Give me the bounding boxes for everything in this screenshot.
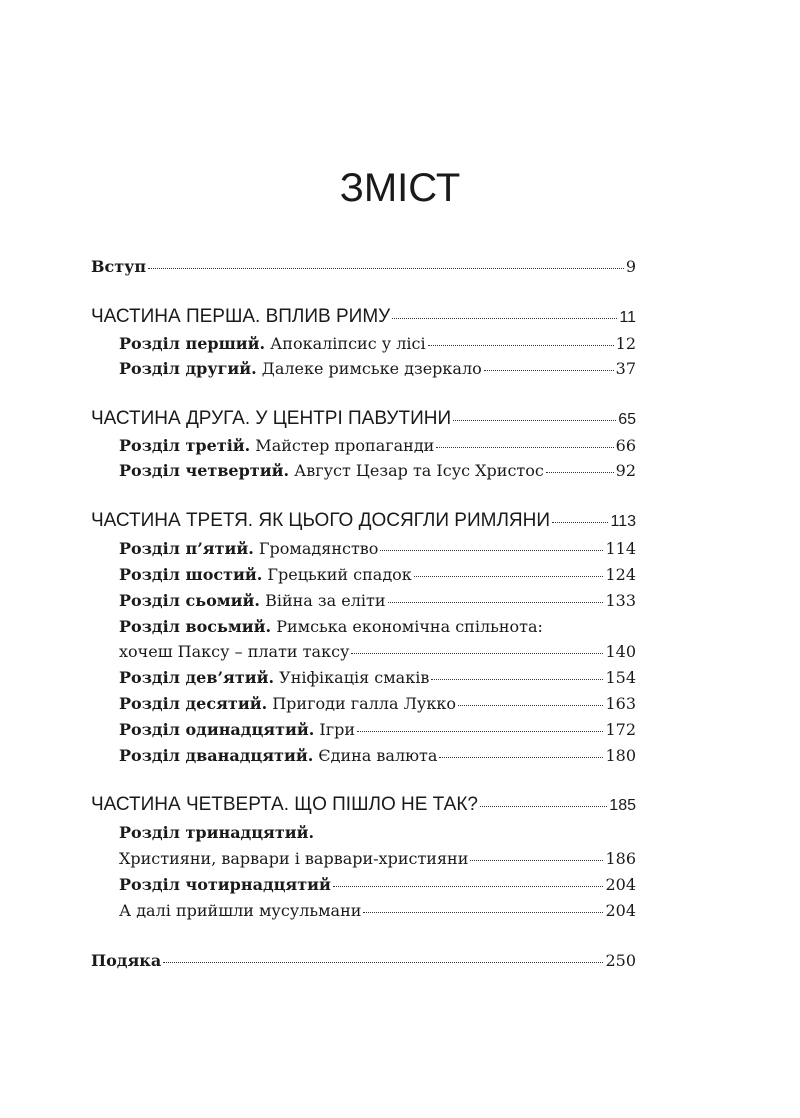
page-number: 185 xyxy=(609,797,636,814)
chapter-title: Апокаліпсис у лісі xyxy=(265,334,426,353)
chapter-title: Християни, варвари і варвари-християни xyxy=(119,849,469,868)
entry-label: ЧАСТИНА ТРЕТЯ. ЯК ЦЬОГО ДОСЯГЛИ РИМЛЯНИ xyxy=(91,510,551,531)
leader-dots xyxy=(458,705,603,706)
chapter-number: Розділ дев’ятий. xyxy=(119,668,275,687)
chapter-title: Грецький спадок xyxy=(262,565,412,584)
chapter-title: Майстер пропаганди xyxy=(250,436,435,455)
toc-entry-part3[interactable] xyxy=(91,508,636,534)
page-number: 250 xyxy=(605,951,636,970)
leader-dots xyxy=(333,886,604,887)
chapter-number: Розділ тринадцятий. xyxy=(119,823,315,842)
leader-dots xyxy=(480,806,607,807)
page-number: 140 xyxy=(605,642,636,661)
chapter-number: Розділ другий. xyxy=(119,359,257,378)
toc-entry-chapter-14[interactable] xyxy=(119,872,636,898)
entry-label: Вступ xyxy=(91,257,147,276)
leader-dots xyxy=(388,602,604,603)
chapter-number: Розділ третій. xyxy=(119,436,251,455)
toc-entry-thanks[interactable] xyxy=(91,948,636,974)
entry-label: ЧАСТИНА ЧЕТВЕРТА. ЩО ПІШЛО НЕ ТАК? xyxy=(91,794,478,815)
chapter-title: А далі прийшли мусульмани xyxy=(119,901,362,920)
page-number: 12 xyxy=(615,334,636,353)
leader-dots xyxy=(148,268,624,269)
page-number: 186 xyxy=(605,849,636,868)
entry-label: ЧАСТИНА ДРУГА. У ЦЕНТРІ ПАВУТИНИ xyxy=(91,408,452,429)
toc-entry-intro[interactable] xyxy=(91,254,636,280)
chapter-number: Розділ шостий. xyxy=(119,565,263,584)
chapter-title: Август Цезар та Ісус Христос xyxy=(289,461,544,480)
chapter-number: Розділ перший. xyxy=(119,334,266,353)
toc-entry-chapter-9[interactable] xyxy=(119,665,636,691)
page-number: 204 xyxy=(605,901,636,920)
page-number: 163 xyxy=(605,694,636,713)
chapter-number: Розділ одинадцятий. xyxy=(119,720,315,739)
toc-entry-part4[interactable] xyxy=(91,792,636,818)
page-number: 66 xyxy=(615,436,636,455)
chapter-title: Єдина валюта xyxy=(313,746,438,765)
toc-entry-chapter-5[interactable] xyxy=(119,536,636,562)
toc-entry-chapter-11[interactable] xyxy=(119,717,636,743)
toc-entry-part2[interactable] xyxy=(91,406,636,432)
toc-entry-chapter-13[interactable] xyxy=(119,820,636,846)
toc-entry-chapter-8-cont[interactable] xyxy=(119,639,636,665)
page-number: 172 xyxy=(605,720,636,739)
chapter-title: Далеке римське дзеркало xyxy=(256,359,482,378)
chapter-title: Громадянство xyxy=(253,539,379,558)
leader-dots xyxy=(163,962,603,963)
page-number: 114 xyxy=(605,539,636,558)
toc-entry-chapter-6[interactable] xyxy=(119,562,636,588)
entry-label: Подяка xyxy=(91,951,162,970)
page-title: ЗМІСТ xyxy=(339,166,461,210)
chapter-number: Розділ дванадцятий. xyxy=(119,746,314,765)
page-number: 113 xyxy=(610,513,636,530)
leader-dots xyxy=(546,472,614,473)
chapter-number: Розділ десятий. xyxy=(119,694,268,713)
leader-dots xyxy=(428,345,614,346)
page-number: 11 xyxy=(619,309,636,326)
toc-entry-chapter-10[interactable] xyxy=(119,691,636,717)
page-number: 124 xyxy=(605,565,636,584)
page-number: 92 xyxy=(615,461,636,480)
leader-dots xyxy=(484,370,614,371)
chapter-number: Розділ сьомий. xyxy=(119,591,260,610)
leader-dots xyxy=(552,522,608,523)
toc-entry-chapter-12[interactable] xyxy=(119,743,636,769)
leader-dots xyxy=(431,679,603,680)
toc-entry-chapter-7[interactable] xyxy=(119,588,636,614)
chapter-title: Уніфікація смаків xyxy=(274,668,430,687)
page-number: 154 xyxy=(605,668,636,687)
page-number: 204 xyxy=(605,875,636,894)
toc-entry-chapter-1[interactable] xyxy=(119,331,636,357)
toc-entry-chapter-13-cont[interactable] xyxy=(119,846,636,872)
leader-dots xyxy=(351,653,603,654)
page-number: 180 xyxy=(605,746,636,765)
leader-dots xyxy=(357,731,603,732)
toc-entry-chapter-14-sub[interactable] xyxy=(119,898,636,924)
toc-entry-chapter-8[interactable] xyxy=(119,614,636,640)
chapter-title: Війна за еліти xyxy=(259,591,386,610)
chapter-number: Розділ п’ятий. xyxy=(119,539,254,558)
chapter-title-continued: хочеш Паксу – плати таксу xyxy=(119,642,350,661)
chapter-title: Пригоди галла Лукко xyxy=(267,694,456,713)
chapter-title: Римська економічна спільнота: xyxy=(271,617,543,636)
chapter-title: Ігри xyxy=(314,720,356,739)
leader-dots xyxy=(380,550,603,551)
entry-label: ЧАСТИНА ПЕРША. ВПЛИВ РИМУ xyxy=(91,306,391,327)
chapter-number: Розділ восьмий. xyxy=(119,617,272,636)
page-number: 65 xyxy=(618,411,636,428)
leader-dots xyxy=(392,318,617,319)
leader-dots xyxy=(470,860,603,861)
chapter-number: Розділ чотирнадцятий xyxy=(119,875,331,894)
leader-dots xyxy=(414,576,604,577)
toc-entry-chapter-4[interactable] xyxy=(119,458,636,484)
leader-dots xyxy=(436,447,613,448)
toc-entry-chapter-2[interactable] xyxy=(119,356,636,382)
page-number: 9 xyxy=(625,257,636,276)
leader-dots xyxy=(439,757,603,758)
leader-dots xyxy=(453,420,616,421)
leader-dots xyxy=(363,912,603,913)
toc-entry-part1[interactable] xyxy=(91,304,636,330)
toc-entry-chapter-3[interactable] xyxy=(119,433,636,459)
page-number: 37 xyxy=(615,359,636,378)
chapter-number: Розділ четвертий. xyxy=(119,461,290,480)
page-number: 133 xyxy=(605,591,636,610)
